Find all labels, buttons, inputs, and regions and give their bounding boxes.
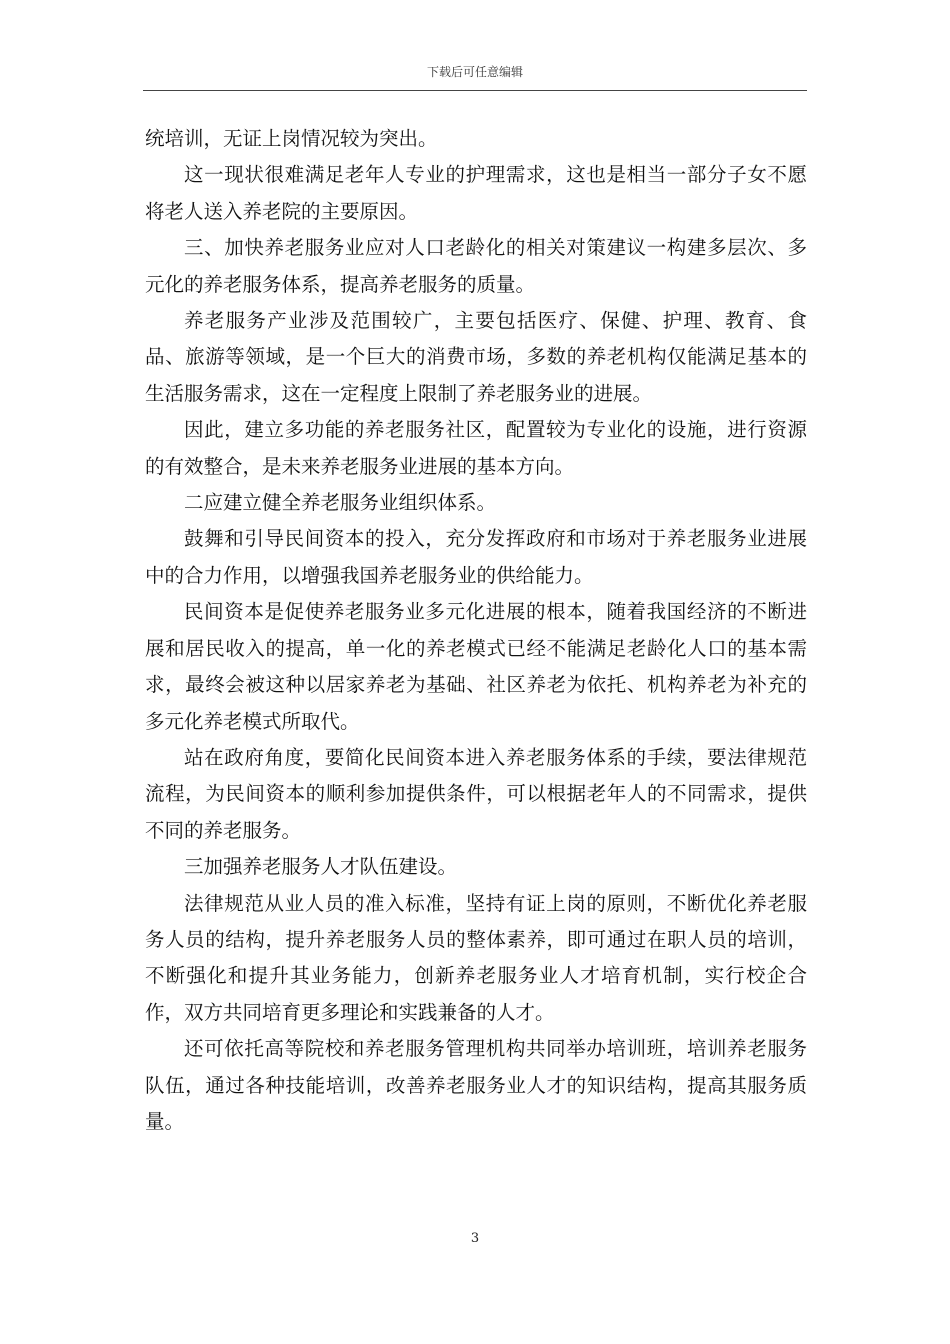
section-heading: 三、加快养老服务业应对人口老龄化的相关对策建议一构建多层次、多元化的养老服务体系，提高养老服务的质量。 xyxy=(145,236,807,296)
paragraph: 站在政府角度，要简化民间资本进入养老服务体系的手续，要法律规范流程，为民间资本的顺利参加提供条件，可以根据老年人的不同需求，提供不同的养老服务。 xyxy=(145,745,807,842)
header-divider xyxy=(143,90,807,91)
subsection-heading: 二应建立健全养老服务业组织体系。 xyxy=(184,491,497,515)
paragraph: 民间资本是促使养老服务业多元化进展的根本，随着我国经济的不断进展和居民收入的提高，单一化的养老模式已经不能满足老龄化人口的基本需求，最终会被这种以居家养老为基础、社区养老为依托、机构养老为补充的多元化养老模式所取代。 xyxy=(145,600,807,733)
document-body xyxy=(145,121,807,1140)
page-header: 下载后可任意编辑 xyxy=(426,65,523,79)
paragraph: 因此，建立多功能的养老服务社区，配置较为专业化的设施，进行资源的有效整合，是未来养老服务业进展的基本方向。 xyxy=(145,418,807,478)
page-number: 3 xyxy=(470,1231,480,1246)
paragraph: 鼓舞和引导民间资本的投入，充分发挥政府和市场对于养老服务业进展中的合力作用，以增强我国养老服务业的供给能力。 xyxy=(145,527,807,587)
paragraph-continuation: 统培训，无证上岗情况较为突出。 xyxy=(145,127,438,150)
paragraph: 还可依托高等院校和养老服务管理机构共同举办培训班，培训养老服务队伍，通过各种技能培训，改善养老服务业人才的知识结构，提高其服务质量。 xyxy=(145,1037,807,1133)
paragraph: 法律规范从业人员的准入标准，坚持有证上岗的原则，不断优化养老服务人员的结构，提升养老服务人员的整体素养，即可通过在职人员的培训，不断强化和提升其业务能力，创新养老服务业人才培育机制，实行校企合作，双方共同培育更多理论和实践兼备的人才。 xyxy=(145,891,807,1024)
subsection-heading: 三加强养老服务人才队伍建设。 xyxy=(184,855,458,879)
paragraph: 这一现状很难满足老年人专业的护理需求，这也是相当一部分子女不愿将老人送入养老院的主要原因。 xyxy=(145,163,807,223)
paragraph: 养老服务产业涉及范围较广，主要包括医疗、保健、护理、教育、食品、旅游等领域，是一个巨大的消费市场，多数的养老机构仅能满足基本的生活服务需求，这在一定程度上限制了养老服务业的进展。 xyxy=(145,309,807,405)
